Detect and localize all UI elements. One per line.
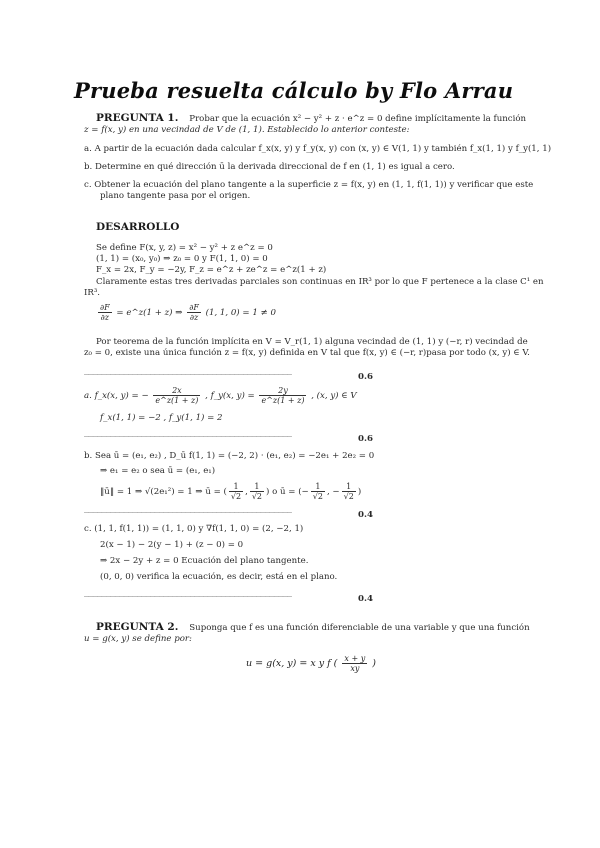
fx-fraction: $\frac{2x}{e\^{}z(1 + z)}$ xyxy=(155,386,199,405)
separator-line-3: _______________________________________________ xyxy=(84,504,292,513)
score-1: 0.6 xyxy=(358,372,373,382)
question-1-statement xyxy=(96,113,526,125)
solution-c-line-1: c. (1, 1, f(1, 1)) = (1, 1, 0) y ∇f(1, 1, 0) = (2, −2, 1) xyxy=(84,524,304,534)
question-1-label: PREGUNTA 1. xyxy=(96,112,179,124)
development-line-6: Por teorema de la función implícita en V = V_r(1, 1) alguna vecindad de (1, 1) y (−r, r) vecindad de xyxy=(96,337,528,347)
equation-fraction: $\frac{x + y}{xy}$ xyxy=(344,654,366,673)
question-1-line-2: z = f(x, y) en una vecindad de V de (1, 1). Establecido lo anterior conteste: xyxy=(84,125,410,135)
solution-c-line-3: ⇒ 2x − 2y + z = 0 Ecuación del plano tangente. xyxy=(100,556,309,566)
question-1-part-c-line-2: plano tangente pasa por el origen. xyxy=(100,191,251,201)
partial-fraction-2: $\frac{\partial F}{\partial z}$ xyxy=(189,303,199,322)
question-1-part-c-line-1: c. Obtener la ecuación del plano tangente a la superficie z = f(x, y) en (1, 1, f(1, 1)) y verificar que este xyxy=(84,180,534,190)
score-2: 0.6 xyxy=(358,434,373,444)
question-2-equation: u = g(x, y) = x y f ( $\frac{x + y}{xy}$ ) xyxy=(246,654,376,673)
solution-a-derivatives: a. f_x(x, y) = − $\frac{2x}{e\^{}z(1 + z)}$ , f_y(x, y) = $\frac{2y}{e\^{}z(1 + z)}$ , (x, y) ∈ V xyxy=(84,386,357,405)
development-line-5: IR³. xyxy=(84,288,101,298)
solution-c-line-4: (0, 0, 0) verifica la ecuación, es decir, está en el plano. xyxy=(100,572,338,582)
development-line-1: Se define F(x, y, z) = x² − y² + z e^z = 0 xyxy=(96,243,273,253)
score-4: 0.4 xyxy=(358,594,373,604)
separator-line-2: _______________________________________________ xyxy=(84,428,292,437)
question-2-statement xyxy=(96,622,530,634)
page-title: Prueba resuelta cálculo by Flo Arrau xyxy=(74,78,514,103)
fy-fraction: $\frac{2y}{e\^{}z(1 + z)}$ xyxy=(261,386,305,405)
solution-b-line-3: ‖ū‖ = 1 ⇒ √(2e₁²) = 1 ⇒ ū = ( $\frac{1}{√2}$ , $\frac{1}{√2}$ ) o ū = (− $\frac{1}{√2}$ , − $\frac{1}{√2}$ ) xyxy=(100,482,362,501)
question-1-line-1: Probar que la ecuación x² − y² + z · e^z = 0 define implícitamente la función xyxy=(189,114,527,124)
solution-c-line-2: 2(x − 1) − 2(y − 1) + (z − 0) = 0 xyxy=(100,540,244,550)
partial-fraction-1: $\frac{\partial F}{\partial z}$ xyxy=(100,303,110,322)
question-2-line-1: Suponga que f es una función diferenciable de una variable y que una función xyxy=(189,623,530,633)
separator-line-1: _______________________________________________ xyxy=(84,366,292,375)
partial-derivative-formula: $\frac{\partial F}{\partial z}$ = e^z(1 + z) ⇒ $\frac{\partial F}{\partial z}$ (1, 1, 0) = 1 ≠ 0 xyxy=(100,303,276,322)
solution-b-line-1: b. Sea ū = (e₁, e₂) , D_ū f(1, 1) = (−2, 2) · (e₁, e₂) = −2e₁ + 2e₂ = 0 xyxy=(84,451,375,461)
separator-line-4: _______________________________________________ xyxy=(84,588,292,597)
development-line-3: F_x = 2x, F_y = −2y, F_z = e^z + ze^z = e^z(1 + z) xyxy=(96,265,327,275)
question-1-part-b: b. Determine en qué dirección ū la derivada direccional de f en (1, 1) es igual a cero. xyxy=(84,162,455,172)
score-3: 0.4 xyxy=(358,510,373,520)
development-line-2: (1, 1) = (x₀, y₀) ⇒ z₀ = 0 y F(1, 1, 0) = 0 xyxy=(96,254,268,264)
development-heading: DESARROLLO xyxy=(96,221,180,233)
question-2-line-2: u = g(x, y) se define por: xyxy=(84,634,192,644)
development-line-7: z₀ = 0, existe una única función z = f(x, y) definida en V tal que f(x, y) ∈ (−r, r)pasa por todo (x, y) ∈ V. xyxy=(84,348,530,358)
solution-b-line-2: ⇒ e₁ = e₂ o sea ū = (e₁, e₁) xyxy=(100,466,216,476)
question-1-part-a: a. A partir de la ecuación dada calcular f_x(x, y) y f_y(x, y) con (x, y) ∈ V(1, 1) y también f_x(1, 1) y f_y(1, 1) xyxy=(84,144,552,154)
question-2-label: PREGUNTA 2. xyxy=(96,621,179,633)
development-line-4: Claramente estas tres derivadas parciales son continuas en IR³ por lo que F pertenece a la clase C¹ en xyxy=(96,277,544,287)
solution-a-values: f_x(1, 1) = −2 , f_y(1, 1) = 2 xyxy=(100,413,223,423)
